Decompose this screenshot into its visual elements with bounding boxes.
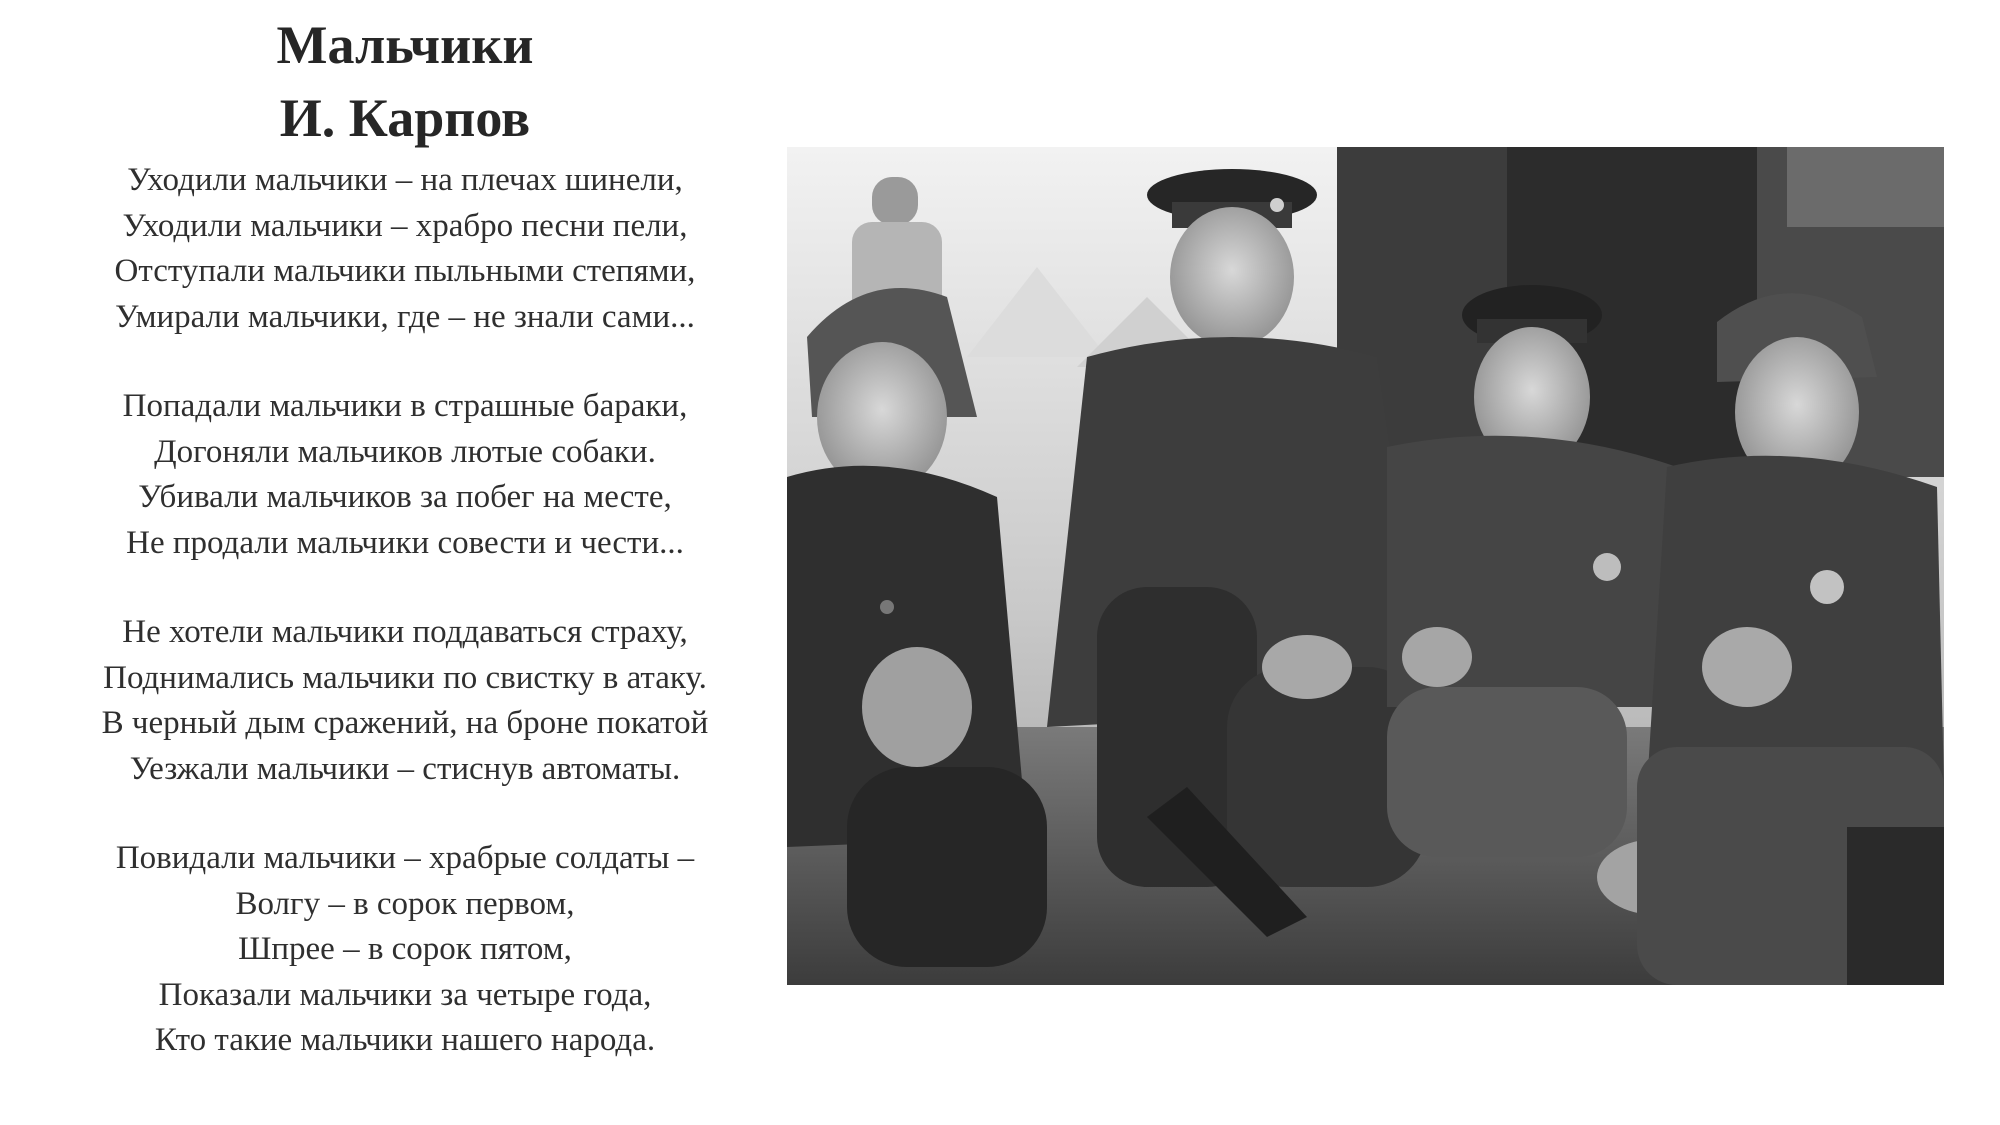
- poem-block: [30, 10, 780, 1108]
- stanza-3: [30, 610, 780, 792]
- poem-line: Попадали мальчики в страшные бараки,: [122, 388, 688, 424]
- poem-author: И. Карпов: [279, 88, 531, 148]
- poem-line: Поднимались мальчики по свистку в атаку.: [103, 659, 707, 696]
- poem-line: Уходили мальчики – на плечах шинели,: [127, 162, 683, 198]
- poem-line: Не продали мальчики совести и чести...: [126, 524, 684, 561]
- poem-line: В черный дым сражений, на броне покатой: [101, 705, 709, 741]
- poem-line: Убивали мальчиков за побег на месте,: [138, 479, 672, 515]
- poem-line: Показали мальчики за четыре года,: [158, 976, 652, 1013]
- poem-line: Уезжали мальчики – стиснув автоматы.: [129, 750, 681, 787]
- stanza-1: [30, 158, 780, 340]
- poem-line: Не хотели мальчики поддаваться страху,: [122, 614, 688, 650]
- poem-line: Догоняли мальчиков лютые собаки.: [154, 433, 656, 470]
- poem-line: Отступали мальчики пыльными степями,: [114, 253, 696, 289]
- wartime-photo-icon: [787, 147, 1944, 985]
- stanza-4: [30, 836, 780, 1064]
- poem-line: Кто такие мальчики нашего народа.: [154, 1022, 656, 1058]
- poem-title: Мальчики: [276, 15, 534, 75]
- poem-line: Шпрее – в сорок пятом,: [238, 931, 572, 967]
- poem-line: Волгу – в сорок первом,: [235, 885, 575, 922]
- poem-line: Уходили мальчики – храбро песни пели,: [122, 207, 688, 244]
- wartime-photo: [787, 147, 1944, 985]
- poem-line: Повидали мальчики – храбрые солдаты –: [115, 840, 695, 876]
- stanza-2: [30, 384, 780, 566]
- poem-line: Умирали мальчики, где – не знали сами...: [115, 298, 695, 335]
